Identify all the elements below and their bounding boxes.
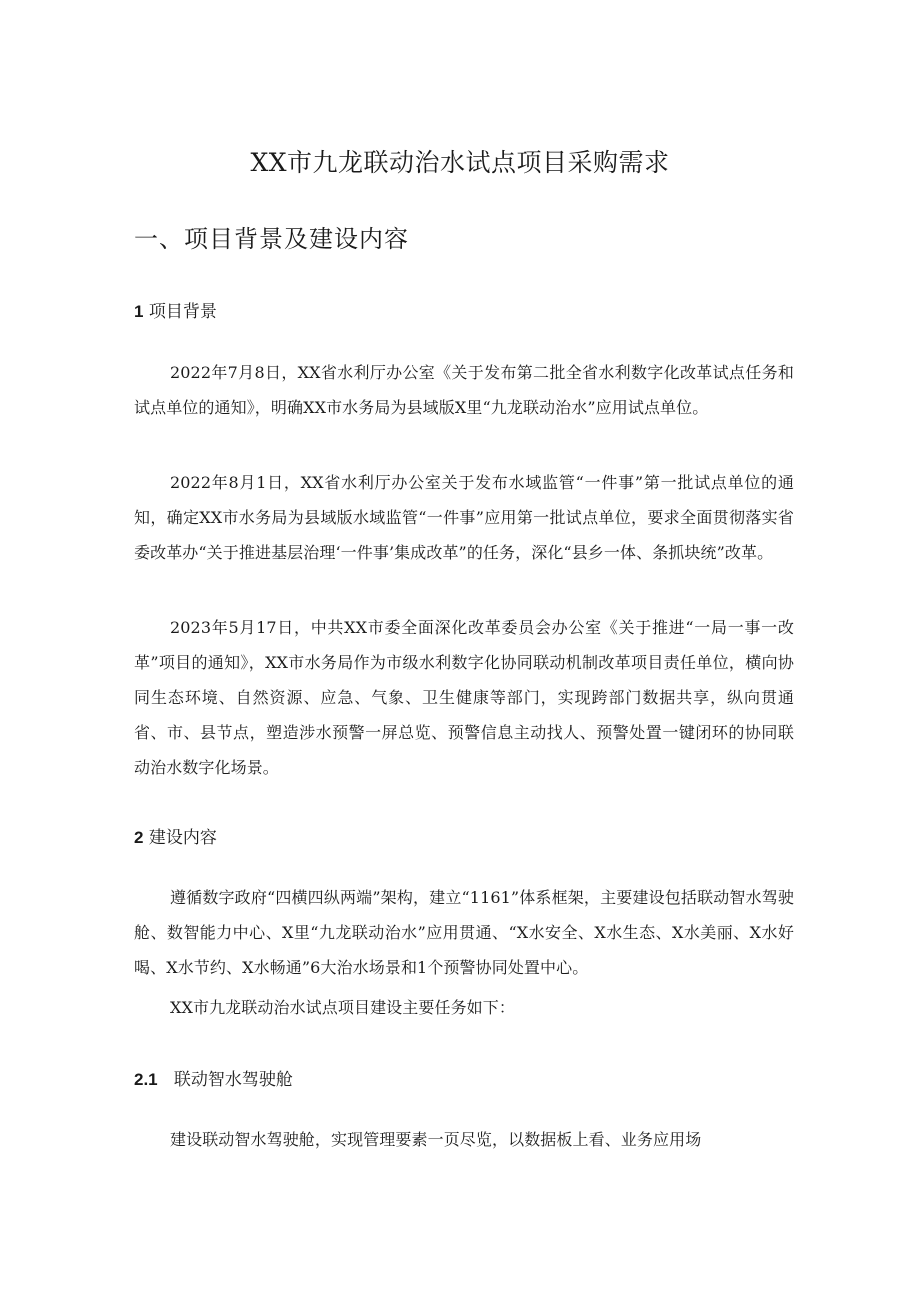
subsection-label: 建设内容 [148, 828, 217, 848]
paragraph: 建设联动智水驾驶舱，实现管理要素一页尽览，以数据板上看、业务应用场 [170, 1130, 702, 1149]
paragraph: 2023年5月17日，中共XX市委全面深化改革委员会办公室《关于推进“一局一事一改革”项目的通知》，XX市水务局作为市级水利数字化协同联动机制改革项目责任单位，横向协同生态环境、自然资源、应急、气象、卫生健康等部门，实现跨部门数据共享，纵向贯通省、市、县节点，塑造涉水预警一屏总览、预警信息主动找人、预警处置一键闭环的协同联动治水数字化场景。 [134, 618, 794, 777]
subsection-heading-cockpit [134, 1068, 293, 1092]
subsection-heading-construction [134, 826, 217, 850]
subsection-heading-background [134, 300, 217, 324]
subsection-label: 项目背景 [148, 302, 217, 322]
subsection-number: 1 [134, 302, 144, 321]
paragraph: XX市九龙联动治水试点项目建设主要任务如下： [170, 998, 515, 1017]
subsection-number: 2.1 [134, 1070, 158, 1089]
paragraph: 2022年8月1日，XX省水利厅办公室关于发布水域监管“一件事”第一批试点单位的通知，确定XX市水务局为县域版水域监管“一件事”应用第一批试点单位，要求全面贯彻落实省委改革办“关于推进基层治理‘一件事’集成改革”的任务，深化“县乡一体、条抓块统”改革。 [134, 473, 794, 562]
paragraph: 遵循数字政府“四横四纵两端”架构，建立“1161”体系框架，主要建设包括联动智水驾驶舱、数智能力中心、X里“九龙联动治水”应用贯通、“X水安全、X水生态、X水美丽、X水好喝、X水节约、X水畅通”6大治水场景和1个预警协同处置中心。 [134, 888, 794, 977]
subsection-number: 2 [134, 828, 144, 847]
section-heading-1: 一、项目背景及建设内容 [134, 225, 409, 253]
paragraph: 2022年7月8日，XX省水利厅办公室《关于发布第二批全省水利数字化改革试点任务和试点单位的通知》，明确XX市水务局为县域版X里“九龙联动治水”应用试点单位。 [134, 363, 794, 417]
document-title: XX市九龙联动治水试点项目采购需求 [250, 148, 670, 177]
subsection-label: 联动智水驾驶舱 [173, 1070, 293, 1090]
